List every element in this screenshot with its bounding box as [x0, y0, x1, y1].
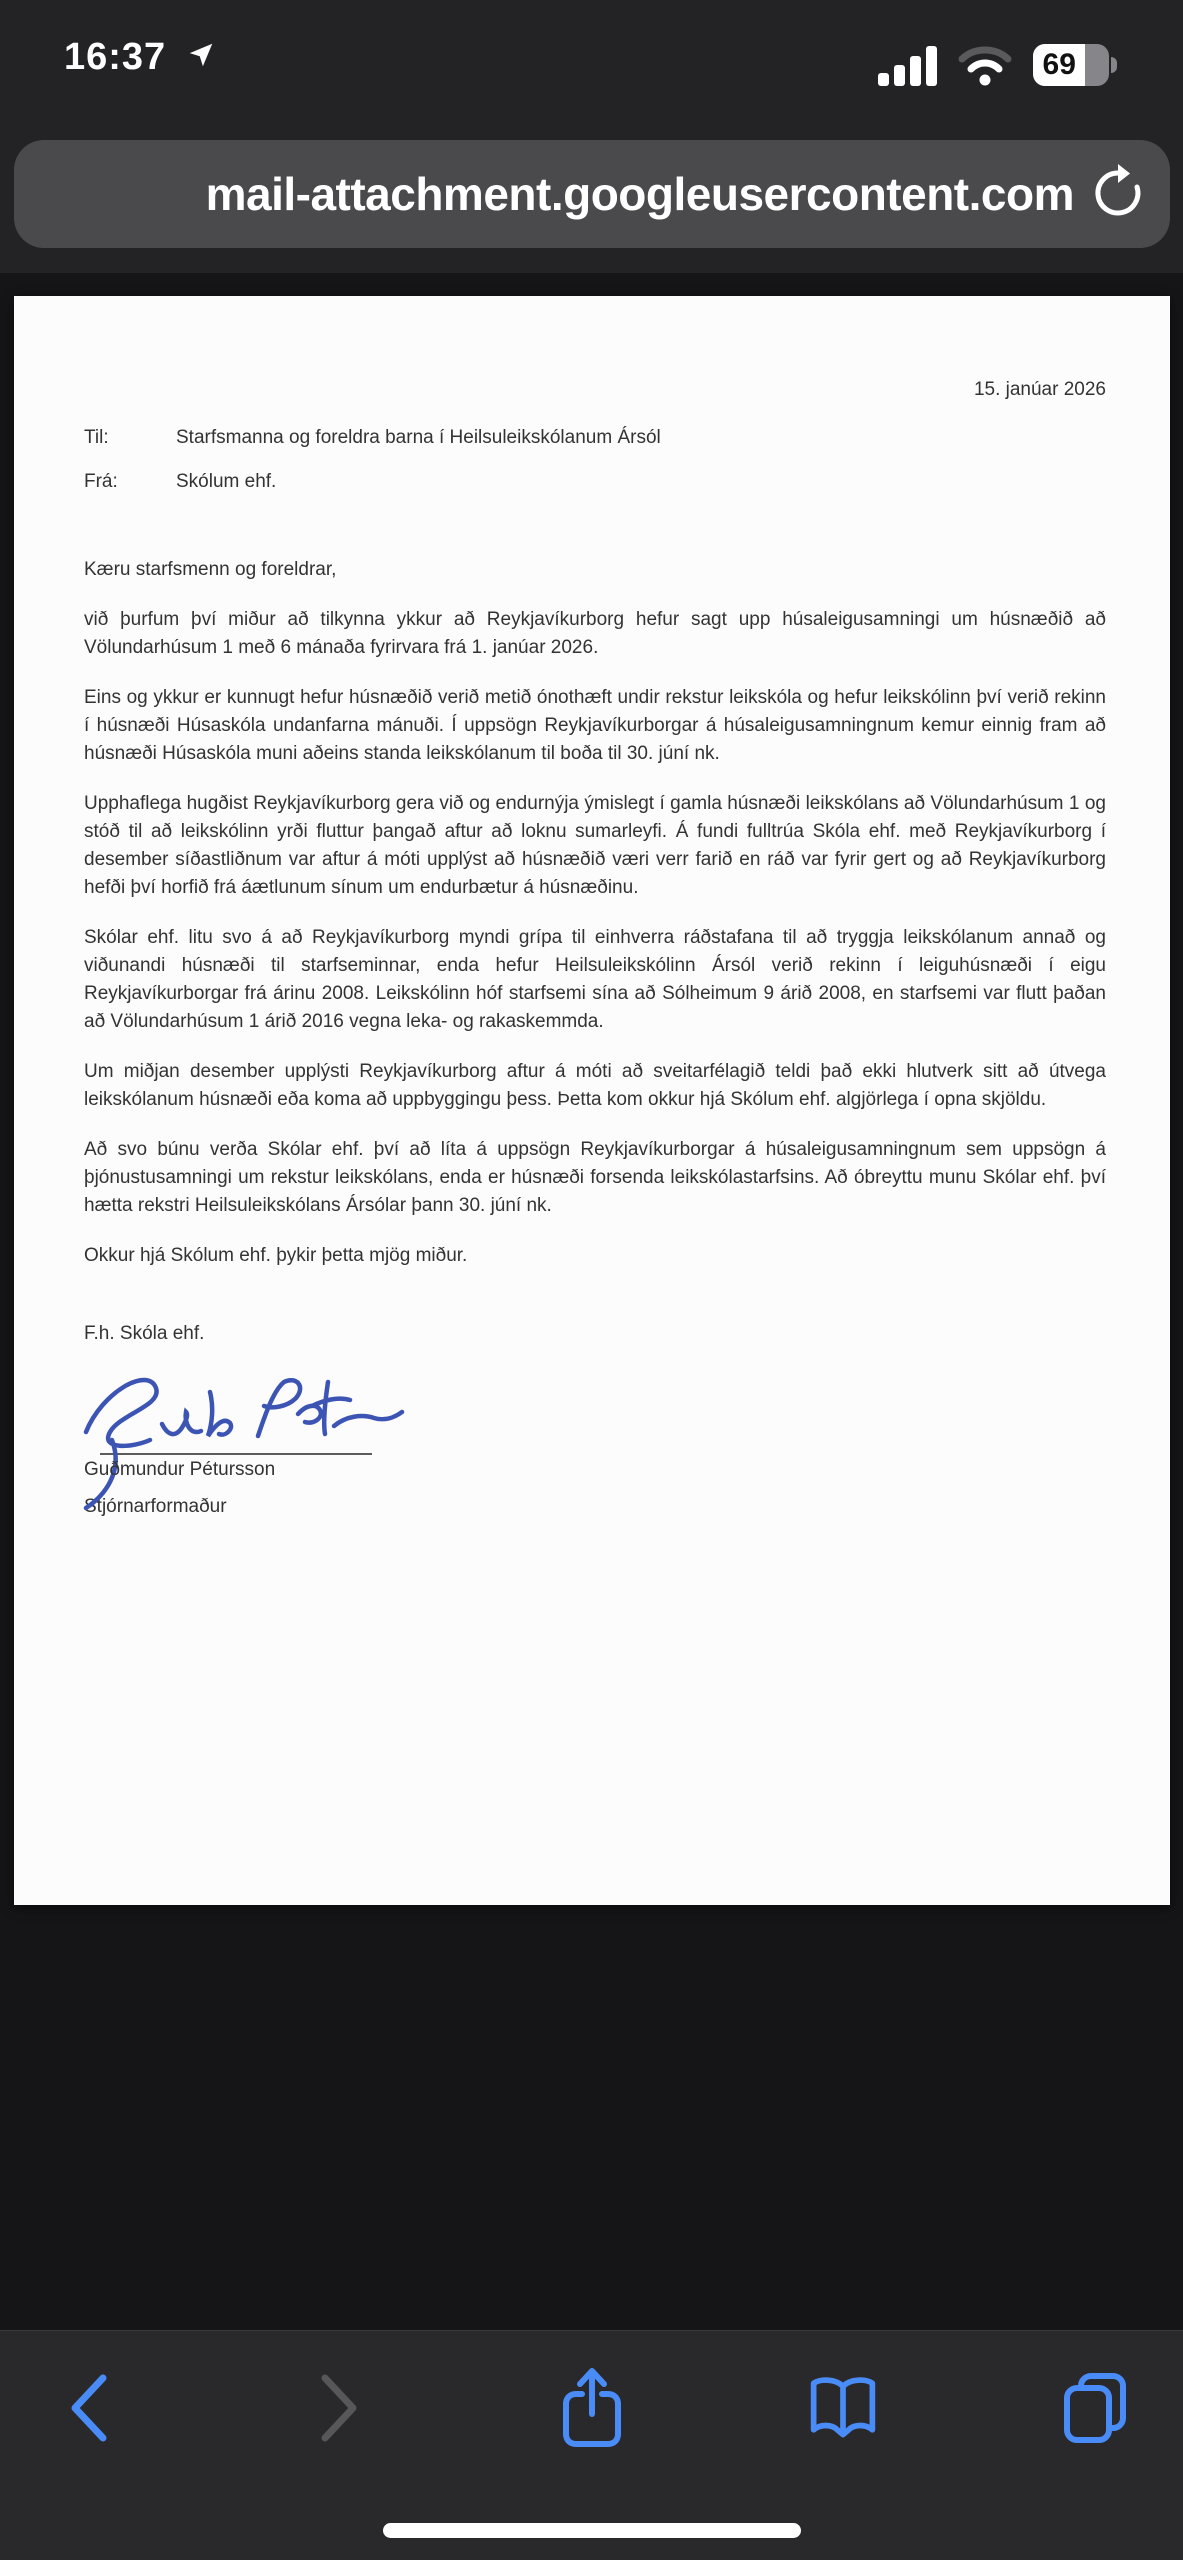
browser-toolbar	[0, 2330, 1183, 2560]
wifi-icon	[956, 44, 1014, 86]
battery-cap	[1111, 57, 1117, 73]
letter-paragraph: Okkur hjá Skólum ehf. þykir þetta mjög miður.	[84, 1245, 468, 1266]
url-bar[interactable]	[14, 140, 1170, 248]
battery-percent-label: 69	[1042, 48, 1076, 81]
back-button[interactable]	[52, 2369, 124, 2447]
battery-indicator	[1033, 44, 1117, 86]
letter-paragraph: við þurfum því miður að tilkynna ykkur að Reykjavíkurborg hefur sagt upp húsaleigusamningi um húsnæðið að Völundarhúsum 1 með 6 mánaða fyrirvara frá 1. janúar 2026.	[84, 609, 1106, 658]
home-indicator[interactable]	[383, 2523, 801, 2538]
recipient-value: Starfsmanna og foreldra barna í Heilsuleikskólanum Ársól	[176, 427, 661, 448]
forward-button[interactable]	[304, 2369, 376, 2447]
share-button[interactable]	[556, 2369, 628, 2447]
recipient-row	[84, 424, 1106, 452]
location-services-icon	[186, 40, 216, 75]
letter-paragraph: Að svo búnu verða Skólar ehf. því að líta á uppsögn Reykjavíkurborgar á húsaleigusamningnum sem uppsögn á þjónustusamningi um rekstur leikskólans, enda er húsnæði forsenda leikskólastarfsins. Að óbreyttu munu Skólar ehf. því hætta rekstri Heilsuleikskólans Ársólar þann 30. júní nk.	[84, 1139, 1106, 1216]
letter-signoff: F.h. Skóla ehf.	[84, 1323, 205, 1344]
letter-paragraph: Upphaflega hugðist Reykjavíkurborg gera við og endurnýja ýmislegt í gamla húsnæði leikskólans að Völundarhúsum 1 og stóð til að leikskólinn yrði fluttur þangað aftur að loknu sumarleyfi. Á fundi fulltrúa Skóla ehf. með Reykjavíkurborg í desember síðastliðnum var aftur á móti upplýst að húsnæðið væri verr farið en ráð var fyrir gert og að Reykjavíkurborg hefði því horfið frá áætlunum sínum um endurbætur á húsnæðinu.	[84, 793, 1106, 898]
sender-row	[84, 468, 1106, 496]
document-date: 15. janúar 2026	[973, 379, 1106, 400]
reload-button[interactable]	[1092, 164, 1144, 225]
browser-header	[0, 0, 1183, 273]
letter-paragraph: Um miðjan desember upplýsti Reykjavíkurborg aftur á móti að sveitarfélagið teldi það ekki hlutverk sitt að útvega leikskólanum húsnæði eða koma að uppbyggingu þess. Þetta kom okkur hjá Skólum ehf. algjörlega í opna skjöldu.	[84, 1061, 1106, 1110]
document-page	[14, 296, 1170, 1905]
handwritten-signature	[70, 1354, 410, 1533]
sender-value: Skólum ehf.	[176, 471, 277, 492]
letter-paragraph: Eins og ykkur er kunnugt hefur húsnæðið verið metið ónothæft undir rekstur leikskóla og hefur leikskólinn því verið rekinn í húsnæði Húsaskóla undanfarna mánuði. Í uppsögn Reykjavíkurborgar á húsaleigusamningnum kemur einnig fram að húsnæði Húsaskóla muni aðeins standa leikskólanum til boða til 30. júní nk.	[84, 687, 1106, 764]
recipient-label: Til:	[84, 427, 109, 448]
letter-greeting: Kæru starfsmenn og foreldrar,	[84, 559, 337, 580]
url-text[interactable]: mail-attachment.googleusercontent.com	[205, 168, 1074, 220]
signatory-title: Stjórnarformaður	[84, 1496, 227, 1517]
tabs-button[interactable]	[1059, 2369, 1131, 2447]
url-fade-overlay	[42, 140, 132, 248]
letter-paragraph: Skólar ehf. litu svo á að Reykjavíkurborg myndi grípa til einhverra ráðstafana til að tryggja leikskólanum annað og viðunandi húsnæði til starfseminnar, enda hefur Heilsuleikskólinn Ársól verið rekinn í leiguhúsnæði í eigu Reykjavíkurborgar frá árinu 2008. Leikskólinn hóf starfsemi sína að Sólheimum 9 árið 2008, en starfsemi var flutt þaðan að Völundarhúsum 1 árið 2016 vegna leka- og rakaskemmda.	[84, 927, 1106, 1032]
signatory-name: Guðmundur Pétursson	[84, 1459, 276, 1480]
sender-label: Frá:	[84, 471, 118, 492]
bookmarks-button[interactable]	[807, 2369, 879, 2447]
cellular-signal-icon	[878, 44, 937, 86]
status-bar	[0, 0, 1183, 100]
status-time: 16:37	[64, 36, 167, 78]
